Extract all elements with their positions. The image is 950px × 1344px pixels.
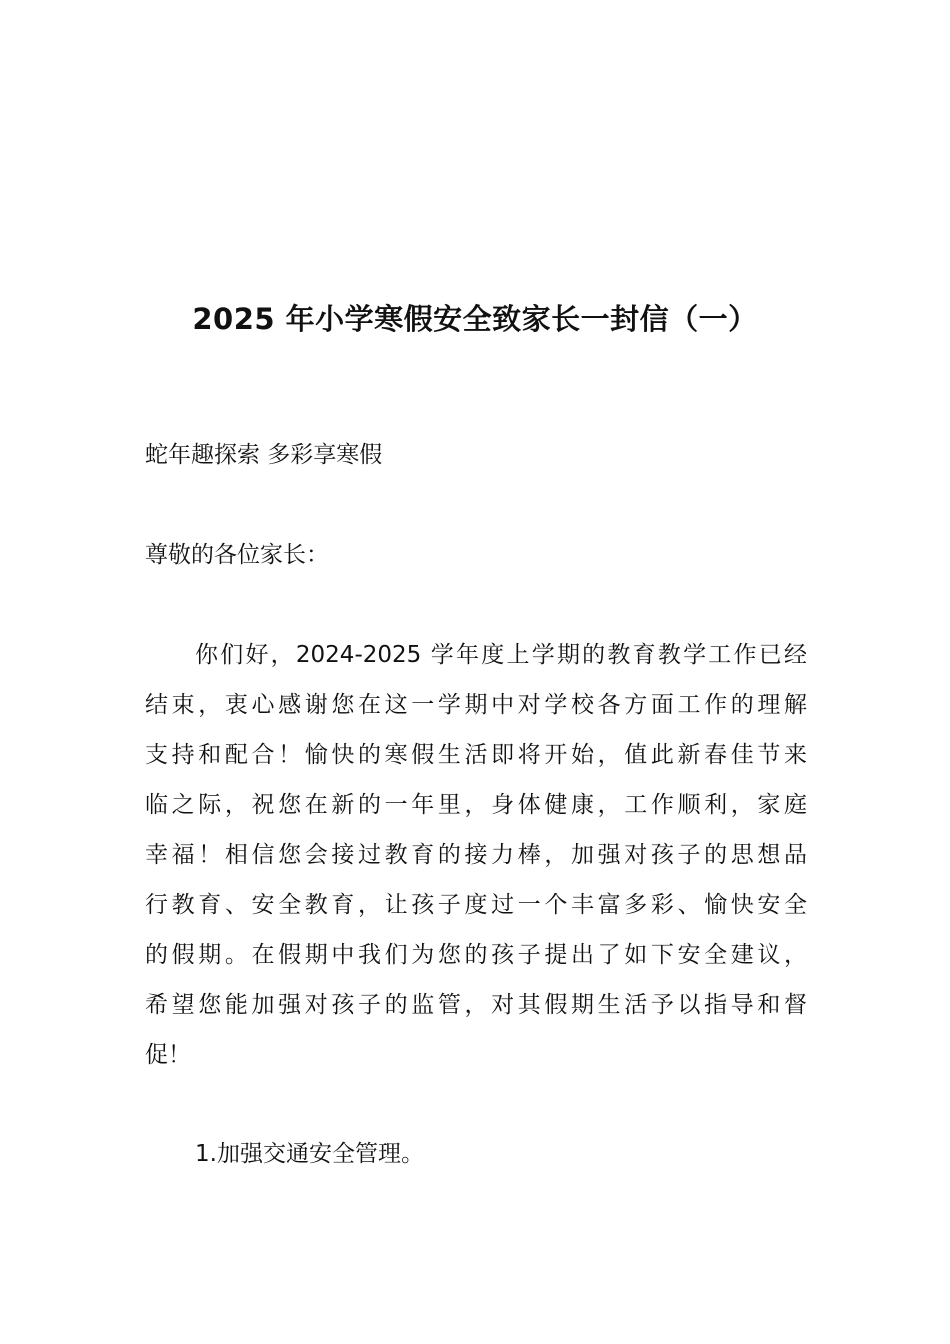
paragraph-line: 临之际，祝您在新的一年里，身体健康，工作顺利，家庭 <box>145 792 807 818</box>
paragraph-line: 行教育、安全教育，让孩子度过一个丰富多彩、愉快安全 <box>145 892 807 918</box>
body-paragraph <box>145 640 807 1090</box>
section-heading-traffic-safety: 1.加强交通安全管理。 <box>195 1141 424 1167</box>
paragraph-line: 你们好，2024-2025 学年度上学期的教育教学工作已经 <box>195 642 807 668</box>
salutation: 尊敬的各位家长： <box>145 542 329 568</box>
paragraph-line: 幸福！相信您会接过教育的接力棒，加强对孩子的思想品 <box>145 842 807 868</box>
paragraph-line: 支持和配合！愉快的寒假生活即将开始，值此新春佳节来 <box>145 742 807 768</box>
paragraph-line: 的假期。在假期中我们为您的孩子提出了如下安全建议， <box>145 942 807 968</box>
paragraph-line: 希望您能加强对孩子的监管，对其假期生活予以指导和督 <box>145 992 807 1018</box>
paragraph-line: 促！ <box>145 1042 191 1068</box>
document-subtitle: 蛇年趣探索 多彩享寒假 <box>145 442 383 468</box>
paragraph-line: 结束，衷心感谢您在这一学期中对学校各方面工作的理解 <box>145 692 807 718</box>
document-title: 2025 年小学寒假安全致家长一封信（一） <box>192 302 758 336</box>
